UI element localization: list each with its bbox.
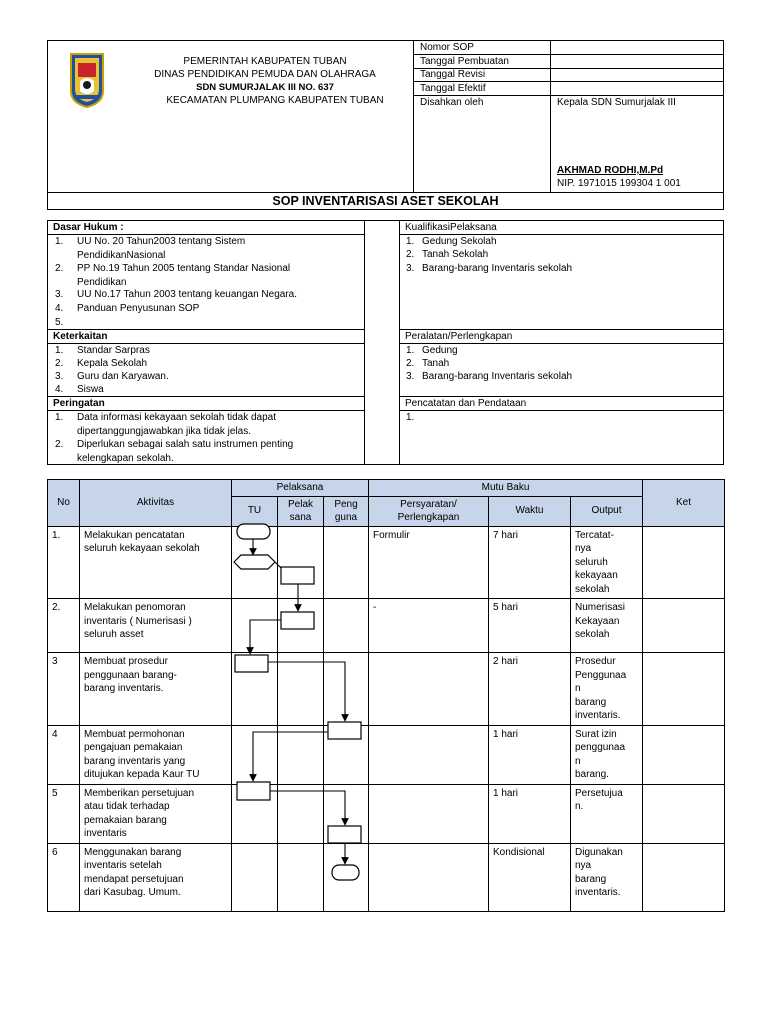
peringatan-num: 1. bbox=[55, 412, 64, 423]
row-persyaratan: Formulir bbox=[369, 526, 489, 599]
row-output: Persetujua n. bbox=[571, 784, 643, 843]
dasar-item-text: PP No.19 Tahun 2005 tentang Standar Nasional Pendidikan bbox=[77, 263, 291, 288]
row-output: Numerisasi Kekayaan sekolah bbox=[571, 599, 643, 653]
row-aktivitas: Memberikan persetujuan atau tidak terhadap pemakaian barang inventaris bbox=[80, 784, 232, 843]
info-label-pembuatan: Tanggal Pembuatan bbox=[420, 56, 509, 67]
flow-arrow bbox=[250, 620, 281, 654]
kualifikasi-num: 1. bbox=[406, 236, 415, 247]
header-pelaksana: Pelak sana bbox=[278, 496, 324, 526]
row-aktivitas: Menggunakan barang inventaris setelah mendapat persetujuan dari Kasubag. Umum. bbox=[80, 843, 232, 911]
row-no: 1. bbox=[48, 526, 80, 599]
keterkaitan-text: Guru dan Karyawan. bbox=[77, 371, 169, 382]
keterkaitan-num: 2. bbox=[55, 358, 64, 369]
row-aktivitas: Melakukan pencatatan seluruh kekayaan sekolah bbox=[80, 526, 232, 599]
row-aktivitas: Membuat permohonan pengajuan pemakaian barang inventaris yang ditujukan kepada Kaur TU bbox=[80, 725, 232, 784]
flow-process-box bbox=[328, 826, 361, 843]
dasar-item-num: 5. bbox=[55, 317, 64, 328]
header-ket: Ket bbox=[643, 480, 725, 527]
header-persyaratan: Persyaratan/ Perlengkapan bbox=[369, 496, 489, 526]
peralatan-num: 1. bbox=[406, 345, 415, 356]
peralatan-text: Tanah bbox=[422, 358, 450, 369]
flow-start-terminator bbox=[237, 524, 270, 539]
peralatan-num: 2. bbox=[406, 358, 415, 369]
peralatan-text: Gedung bbox=[422, 345, 458, 356]
sop-title: SOP INVENTARISASI ASET SEKOLAH bbox=[272, 194, 499, 208]
dasar-item-text: Panduan Penyusunan SOP bbox=[77, 303, 200, 314]
peringatan-text: Diperlukan sebagai salah satu instrumen penting kelengkapan sekolah. bbox=[77, 439, 294, 464]
header-gov: PEMERINTAH KABUPATEN TUBAN bbox=[183, 56, 347, 67]
header-district: KECAMATAN PLUMPANG KABUPATEN TUBAN bbox=[166, 95, 384, 106]
kualifikasi-text: Barang-barang Inventaris sekolah bbox=[422, 263, 573, 274]
dasar-hukum-title: Dasar Hukum : bbox=[53, 222, 124, 233]
flow-end-terminator bbox=[332, 865, 359, 880]
kualifikasi-num: 3. bbox=[406, 263, 415, 274]
header-mutu-baku: Mutu Baku bbox=[369, 480, 643, 497]
row-no: 3 bbox=[48, 653, 80, 726]
info-label-efektif: Tanggal Efektif bbox=[420, 83, 486, 94]
flow-arrow bbox=[270, 791, 345, 825]
row-waktu: 7 hari bbox=[489, 526, 571, 599]
peringatan-title: Peringatan bbox=[53, 398, 105, 409]
header-no: No bbox=[48, 480, 80, 527]
flow-arrow bbox=[275, 562, 281, 568]
keterkaitan-text: Siswa bbox=[77, 384, 104, 395]
row-aktivitas: Membuat prosedur penggunaan barang- barang inventaris. bbox=[80, 653, 232, 726]
dasar-item-num: 2. bbox=[55, 263, 64, 274]
kualifikasi-num: 2. bbox=[406, 249, 415, 260]
dasar-item-num: 1. bbox=[55, 236, 64, 247]
kualifikasi-title: KualifikasiPelaksana bbox=[405, 222, 497, 233]
row-persyaratan: - bbox=[369, 599, 489, 653]
info-label-disahkan: Disahkan oleh bbox=[420, 97, 484, 108]
peringatan-text: Data informasi kekayaan sekolah tidak dapat dipertanggungjawabkan jika tidak jelas. bbox=[77, 412, 277, 437]
keterkaitan-title: Keterkaitan bbox=[53, 331, 108, 342]
dasar-item-num: 4. bbox=[55, 303, 64, 314]
kualifikasi-text: Tanah Sekolah bbox=[422, 249, 489, 260]
info-label-revisi: Tanggal Revisi bbox=[420, 69, 486, 80]
keterkaitan-num: 3. bbox=[55, 371, 64, 382]
row-no: 5 bbox=[48, 784, 80, 843]
dasar-item-text: UU No.17 Tahun 2003 tentang keuangan Negara. bbox=[77, 289, 297, 300]
flow-process-box bbox=[237, 782, 270, 800]
row-no: 2. bbox=[48, 599, 80, 653]
approver-name: AKHMAD RODHI,M.Pd bbox=[557, 165, 664, 176]
peringatan-num: 2. bbox=[55, 439, 64, 450]
header-pengguna: Peng guna bbox=[324, 496, 369, 526]
dasar-item-text: UU No. 20 Tahun2003 tentang Sistem PendidikanNasional bbox=[77, 236, 246, 261]
approver-nip: NIP. 1971015 199304 1 001 bbox=[557, 178, 681, 189]
header-output: Output bbox=[571, 496, 643, 526]
row-no: 6 bbox=[48, 843, 80, 911]
row-waktu: 5 hari bbox=[489, 599, 571, 653]
row-output: Digunakan nya barang inventaris. bbox=[571, 843, 643, 911]
keterkaitan-num: 4. bbox=[55, 384, 64, 395]
row-waktu: Kondisional bbox=[489, 843, 571, 911]
flow-process-box bbox=[281, 567, 314, 584]
header-waktu: Waktu bbox=[489, 496, 571, 526]
row-waktu: 1 hari bbox=[489, 725, 571, 784]
keterkaitan-num: 1. bbox=[55, 345, 64, 356]
flow-process-box bbox=[281, 612, 314, 629]
header-pelaksana-group: Pelaksana bbox=[232, 480, 369, 497]
flow-process-box bbox=[235, 655, 268, 672]
row-aktivitas: Melakukan penomoran inventaris ( Numerisasi ) seluruh asset bbox=[80, 599, 232, 653]
row-waktu: 1 hari bbox=[489, 784, 571, 843]
peralatan-num: 3. bbox=[406, 371, 415, 382]
row-output: Prosedur Penggunaa n barang inventaris. bbox=[571, 653, 643, 726]
header-school: SDN SUMURJALAK III NO. 637 bbox=[196, 82, 334, 93]
flow-arrow bbox=[268, 662, 345, 721]
info-label-nomor: Nomor SOP bbox=[420, 42, 474, 53]
header-dept: DINAS PENDIDIKAN PEMUDA DAN OLAHRAGA bbox=[154, 69, 376, 80]
kualifikasi-text: Gedung Sekolah bbox=[422, 236, 497, 247]
pencatatan-num: 1. bbox=[406, 412, 415, 423]
dasar-item-num: 3. bbox=[55, 289, 64, 300]
flow-process-box bbox=[328, 722, 361, 739]
keterkaitan-text: Standar Sarpras bbox=[77, 345, 150, 356]
row-output: Tercatat- nya seluruh kekayaan sekolah bbox=[571, 526, 643, 599]
peralatan-text: Barang-barang Inventaris sekolah bbox=[422, 371, 573, 382]
keterkaitan-text: Kepala Sekolah bbox=[77, 358, 148, 369]
row-no: 4 bbox=[48, 725, 80, 784]
header-aktivitas: Aktivitas bbox=[80, 480, 232, 527]
row-output: Surat izin penggunaa n barang. bbox=[571, 725, 643, 784]
flow-preparation-shape bbox=[234, 555, 275, 569]
row-waktu: 2 hari bbox=[489, 653, 571, 726]
approver-title: Kepala SDN Sumurjalak III bbox=[557, 97, 676, 108]
flow-arrow bbox=[253, 732, 328, 781]
peralatan-title: Peralatan/Perlengkapan bbox=[405, 331, 513, 342]
header-tu: TU bbox=[232, 496, 278, 526]
pencatatan-title: Pencatatan dan Pendataan bbox=[405, 398, 527, 409]
